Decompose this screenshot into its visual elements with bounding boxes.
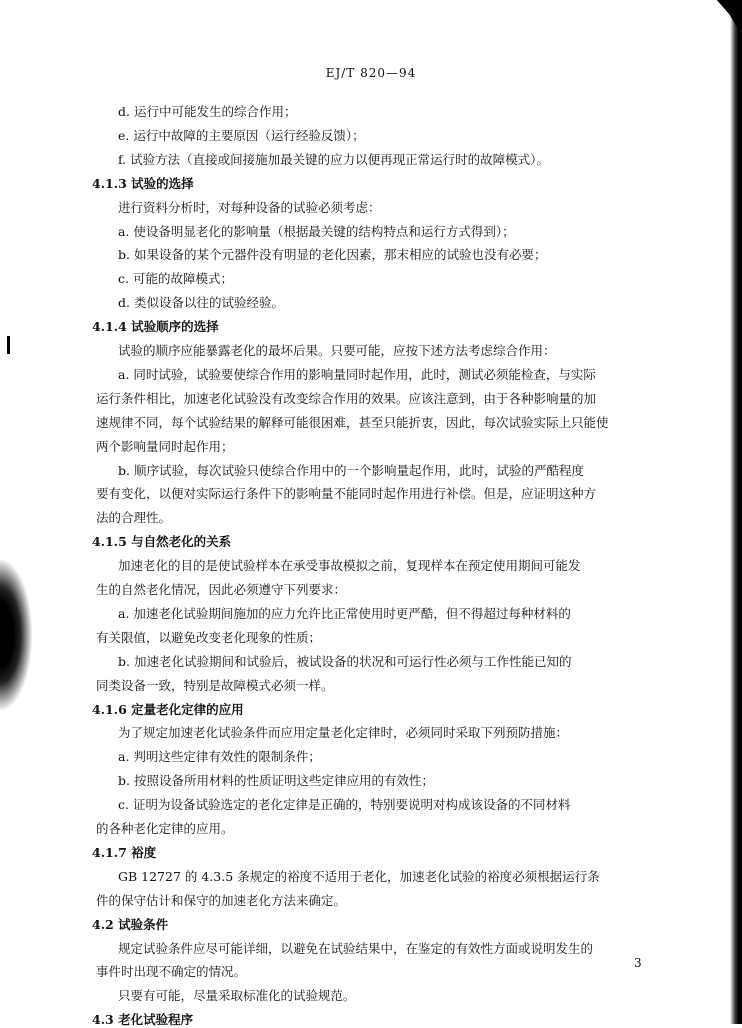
text-line: 运行条件相比，加速老化试验没有改变综合作用的效果。应该注意到，由于各种影响量的加 (96, 391, 597, 406)
text-line: 生的自然老化情况，因此必须遵守下列要求： (96, 582, 347, 597)
text-line: 速规律不同，每个试验结果的解释可能很困难，甚至只能折衷，因此，每次试验实际上只能使 (96, 415, 609, 430)
text-line: 规定试验条件应尽可能详细，以避免在试验结果中，在鉴定的有效性方面或说明发生的 (118, 941, 594, 956)
text-line: b. 加速老化试验期间和试验后，被试设备的状况和可运行性必须与工作性能已知的 (118, 654, 572, 669)
text-line: 两个影响量同时起作用； (96, 439, 234, 454)
text-line: c. 证明为设备试验选定的老化定律是正确的，特别要说明对构成该设备的不同材料 (118, 797, 571, 812)
text-line: d. 运行中可能发生的综合作用； (118, 104, 297, 119)
text-line: a. 判明这些定律有效性的限制条件； (118, 749, 321, 764)
section-heading: 4.1.3 试验的选择 (92, 176, 194, 191)
text-line: a. 同时试验，试验要使综合作用的影响量同时起作用，此时，测试必须能检查，与实际 (118, 367, 596, 382)
text-line: 同类设备一致，特别是故障模式必须一样。 (96, 678, 334, 693)
text-line: b. 顺序试验，每次试验只使综合作用中的一个影响量起作用，此时，试验的严酷程度 (118, 463, 584, 478)
section-heading: 4.1.7 裕度 (92, 845, 157, 860)
text-line: 进行资料分析时，对每种设备的试验必须考虑： (118, 200, 381, 215)
scan-margin-mark (7, 336, 10, 354)
text-line: 试验的顺序应能暴露老化的最坏后果。只要可能，应按下述方法考虑综合作用： (118, 343, 556, 358)
section-heading: 4.2 试验条件 (92, 917, 169, 932)
page-number: 3 (634, 956, 642, 970)
text-line: c. 可能的故障模式； (118, 271, 233, 286)
standard-number-header: EJ/T 820—94 (325, 66, 417, 80)
text-line: 件的保守估计和保守的加速老化方法来确定。 (96, 893, 347, 908)
text-line: GB 12727 的 4.3.5 条规定的裕度不适用于老化，加速老化试验的裕度必须根据运行条 (118, 869, 600, 884)
text-line: 加速老化的目的是使试验样本在承受事故模拟之前，复现样本在预定使用期间可能发 (118, 558, 581, 573)
section-heading: 4.1.6 定量老化定律的应用 (92, 702, 244, 717)
text-line: 只要有可能，尽量采取标准化的试验规范。 (118, 988, 356, 1003)
text-line: a. 加速老化试验期间施加的应力允许比正常使用时更严酷，但不得超过每种材料的 (118, 606, 571, 621)
section-heading: 4.1.5 与自然老化的关系 (92, 534, 232, 549)
text-line: d. 类似设备以往的试验经验。 (118, 295, 284, 310)
text-line: a. 使设备明显老化的影响量（根据最关键的结构特点和运行方式得到）； (118, 224, 515, 239)
section-heading: 4.3 老化试验程序 (92, 1012, 194, 1027)
text-line: 有关限值，以避免改变老化现象的性质； (96, 630, 322, 645)
text-line: f. 试验方法（直接或间接施加最关键的应力以便再现正常运行时的故障模式）。 (118, 152, 549, 167)
text-line: e. 运行中故障的主要原因（运行经验反馈）； (118, 128, 365, 143)
text-line: b. 如果设备的某个元器件没有明显的老化因素，那末相应的试验也没有必要； (118, 247, 547, 262)
text-line: 事件时出现不确定的情况。 (96, 964, 247, 979)
text-line: 为了规定加速老化试验条件而应用定量老化定律时，必须同时采取下列预防措施： (118, 725, 569, 740)
scan-binding-smudge (0, 560, 32, 710)
text-line: b. 按照设备所用材料的性质证明这些定律应用的有效性； (118, 773, 434, 788)
text-line: 要有变化，以便对实际运行条件下的影响量不能同时起作用进行补偿。但是，应证明这种方 (96, 486, 597, 501)
text-line: 法的合理性。 (96, 510, 172, 525)
text-line: 的各种老化定律的应用。 (96, 821, 234, 836)
section-heading: 4.1.4 试验顺序的选择 (92, 319, 219, 334)
scan-edge-shadow (730, 0, 742, 1024)
